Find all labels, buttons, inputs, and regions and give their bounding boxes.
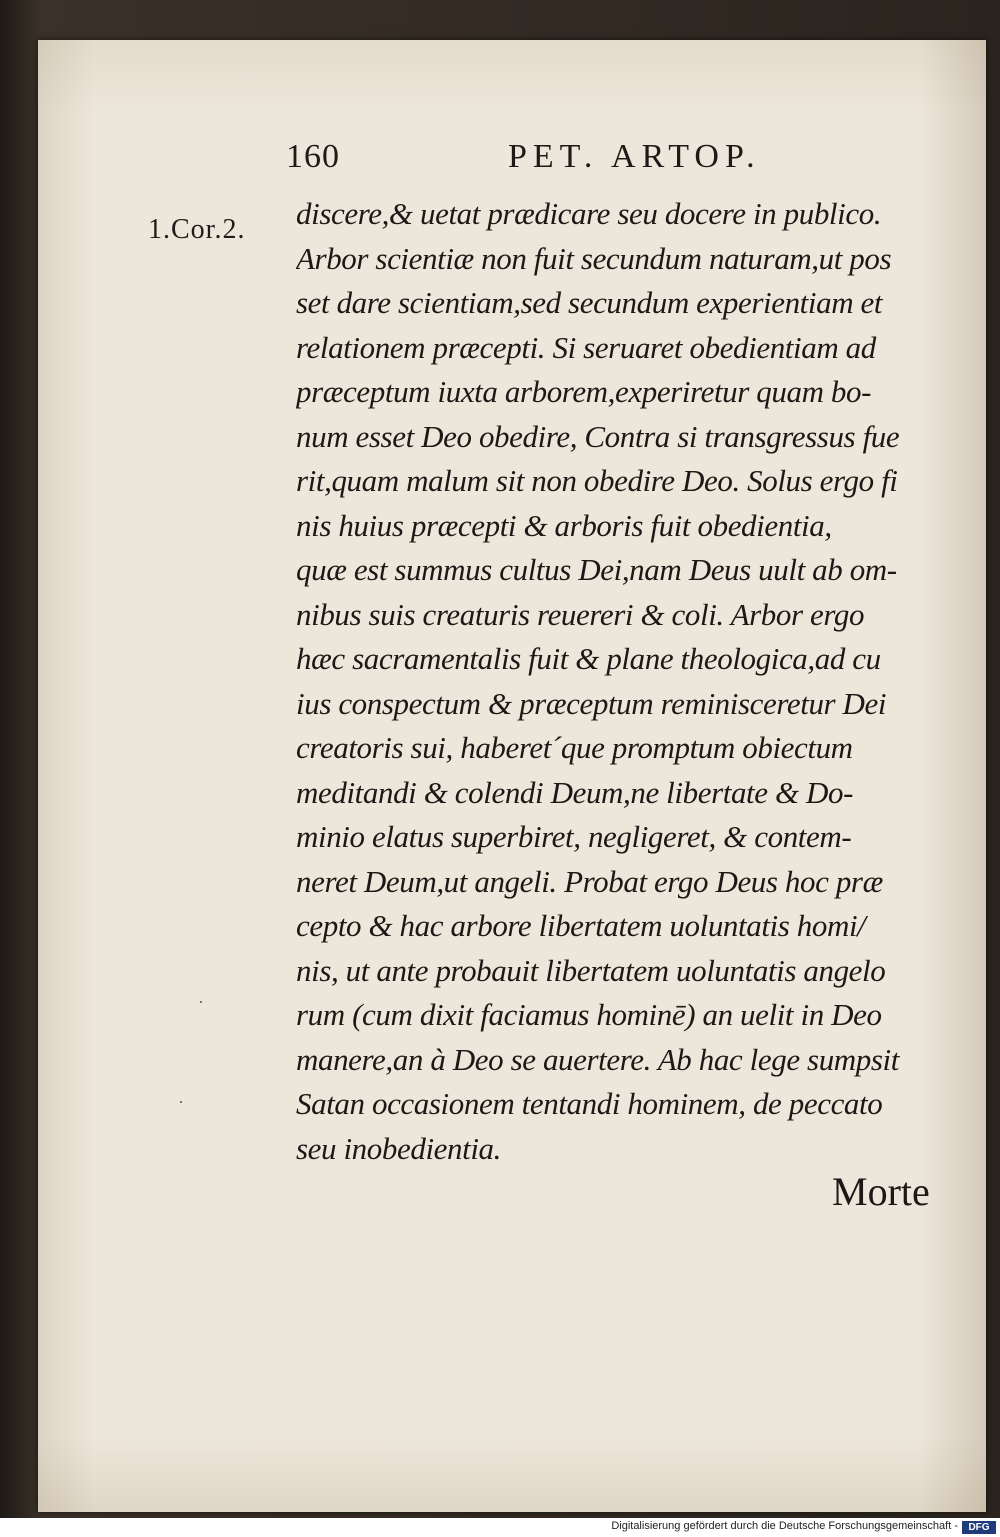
text-line: creatoris sui, haberet´que promptum obiectum — [296, 730, 853, 765]
text-line: rit,quam malum sit non obedire Deo. Solus ergo fi — [296, 463, 898, 498]
text-line: nis, ut ante probauit libertatem uoluntatis angelo — [296, 952, 886, 988]
text-line: Satan occasionem tentandi hominem, de peccato — [296, 1086, 883, 1121]
text-line: manere,an à Deo se auertere. Ab hac lege sumpsit — [296, 1041, 899, 1077]
text-line: minio elatus superbiret, negligeret, & contem- — [296, 819, 852, 854]
ink-speck: · — [178, 1092, 184, 1112]
catchword: Morte — [832, 1169, 930, 1214]
page-header — [0, 138, 1000, 182]
text-line: neret Deum,ut angeli. Probat ergo Deus hoc præ — [296, 863, 883, 899]
text-line: nis huius præcepti & arboris fuit obedientia, — [296, 507, 832, 543]
text-line: quæ est summus cultus Dei,nam Deus uult ab om- — [296, 552, 897, 587]
text-line: cepto & hac arbore libertatem uoluntatis homi/ — [296, 908, 866, 943]
text-line: set dare scientiam,sed secundum experientiam et — [296, 285, 883, 320]
text-line: num esset Deo obedire, Contra si transgressus fue — [296, 418, 900, 454]
text-line: relationem præcepti. Si seruaret obedientiam ad — [296, 329, 876, 365]
text-line: nibus suis creaturis reuereri & coli. Arbor ergo — [296, 596, 865, 632]
dfg-logo: DFG — [962, 1521, 996, 1534]
page-number: 160 — [286, 138, 340, 175]
text-line: præceptum iuxta arborem,experiretur quam bo- — [296, 374, 872, 409]
text-line: hæc sacramentalis fuit & plane theologica,ad cu — [296, 641, 881, 676]
footer-credit: Digitalisierung gefördert durch die Deutsche Forschungsgemeinschaft - — [611, 1520, 958, 1532]
text-line: seu inobedientia. — [296, 1130, 501, 1166]
body-text — [296, 192, 956, 1171]
text-line: Arbor scientiæ non fuit secundum naturam,ut pos — [296, 240, 892, 276]
ink-speck: · — [198, 992, 204, 1012]
text-line: meditandi & colendi Deum,ne libertate & Do- — [296, 774, 854, 810]
text-line: ius conspectum & præceptum reminisceretur Dei — [296, 685, 887, 721]
text-line: discere,& uetat prædicare seu docere in publico. — [296, 196, 882, 231]
running-head: PET. ARTOP. — [508, 138, 761, 175]
margin-note: 1.Cor.2. — [148, 214, 246, 245]
text-line: rum (cum dixit faciamus hominē) an uelit in Deo — [296, 997, 882, 1032]
